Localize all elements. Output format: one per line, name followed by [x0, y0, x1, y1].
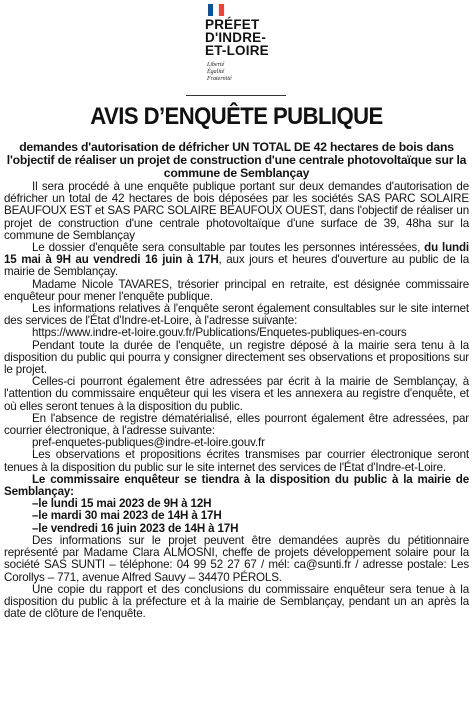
- paragraph-website: Les informations relatives à l'enquête seront également consultables sur le site internet des services de l'État d'Indre-et-Loire, à l'adresse suivante:: [4, 302, 469, 328]
- paragraph-email: En l'absence de registre dématérialisé, elles pourront également être adressées, par courrier électronique, à l'adresse suivante:: [4, 411, 469, 438]
- logo-line-3: ET-LOIRE: [205, 43, 269, 58]
- notice-subtitle: demandes d'autorisation de défricher UN TOTAL DE 42 hectares de bois dans l'objectif de réaliser un projet de construction d'une centrale photovoltaïque sur la commune de Semblançay: [6, 140, 467, 180]
- motto-egalite: Égalité: [207, 69, 225, 75]
- website-url[interactable]: https://www.indre-et-loire.gouv.fr/Publications/Enquetes-publiques-en-cours: [32, 326, 407, 340]
- motto-liberte: Liberté: [207, 62, 225, 68]
- consultation-period: du lundi 15 mai à 9H au vendredi 16 juin à 17H: [4, 241, 469, 267]
- header-divider: [186, 95, 286, 96]
- motto-fraternite: Fraternité: [207, 76, 232, 82]
- permanence-date: –le vendredi 16 juin 2023 de 14H à 17H: [32, 521, 239, 535]
- paragraph-dossier: Le dossier d'enquête sera consultable par toutes les personnes intéressées, du lundi 15 mai à 9H au vendredi 16 juin à 17H, aux jours et heures d'ouverture au public de la mairie de Semblançay.: [4, 241, 469, 279]
- paragraph-register: Pendant toute la durée de l'enquête, un registre déposé à la mairie sera tenu à la disposition du public qui pourra y consigner directement ses observations et propositions sur le projet.: [4, 338, 469, 377]
- paragraph-observations: Les observations et propositions écrites transmises par courrier électronique seront tenues à la disposition du public sur le site internet des services de l'État d'Indre-et-Loire.: [4, 448, 469, 474]
- paragraph-commissioner: Madame Nicole TAVARES, trésorier principal en retraite, est désignée commissaire enquêteur pour mener l'enquête publique.: [4, 277, 469, 303]
- permanence-date: –le lundi 15 mai 2023 de 9H à 12H: [32, 497, 212, 511]
- paragraph-contact: Des informations sur le projet peuvent être demandées auprès du pétitionnaire représenté par Madame Clara ALMOSNI, cheffe de projets développement solaire pour la société SAS SUNTI – téléphone: 04 99 52 27 67 / mél: ca@sunti.fr / adresse postale: Les Corollys – 771, avenue Alfred Sauvy – 34470 PÉROLS.: [4, 533, 469, 584]
- notice-title: AVIS D’ENQUÊTE PUBLIQUE: [90, 103, 383, 130]
- paragraph-intro: Il sera procédé à une enquête publique portant sur deux demandes d'autorisation de défricher un total de 42 hectares de bois déposées par les sociétés SAS PARC SOLAIRE BEAUFOUX EST et SAS PARC SOLAIRE BEAUFOUX OUEST, dans l'objectif de réaliser un projet de construction d'une centrale photovoltaïque d'une surface de 39, 48ha sur la commune de Semblançay: [4, 180, 469, 242]
- logo-line-2: D'INDRE-: [205, 30, 267, 45]
- paragraph-permanences: Le commissaire enquêteur se tiendra à la disposition du public à la mairie de Semblançay:: [4, 472, 469, 499]
- email-address[interactable]: pref-enquetes-publiques@indre-et-loire.gouv.fr: [32, 436, 265, 450]
- prefecture-logo: [190, 2, 290, 86]
- french-flag-icon: [208, 4, 224, 16]
- logo-line-1: PRÉFET: [205, 17, 260, 32]
- paragraph-report: Une copie du rapport et des conclusions du commissaire enquêteur sera tenue à la disposition du public à la préfecture et à la mairie de Semblançay, pendant un an après la date de clôture de l'enquête.: [4, 582, 469, 621]
- permanence-date: –le mardi 30 mai 2023 de 14H à 17H: [32, 509, 222, 523]
- paragraph-written: Celles-ci pourront également être adressées par écrit à la mairie de Semblançay, à l'attention du commissaire enquêteur qui les visera et les annexera au registre d'enquête, et où elles seront tenues à la disposition du public.: [4, 375, 469, 413]
- notice-body: [4, 181, 469, 620]
